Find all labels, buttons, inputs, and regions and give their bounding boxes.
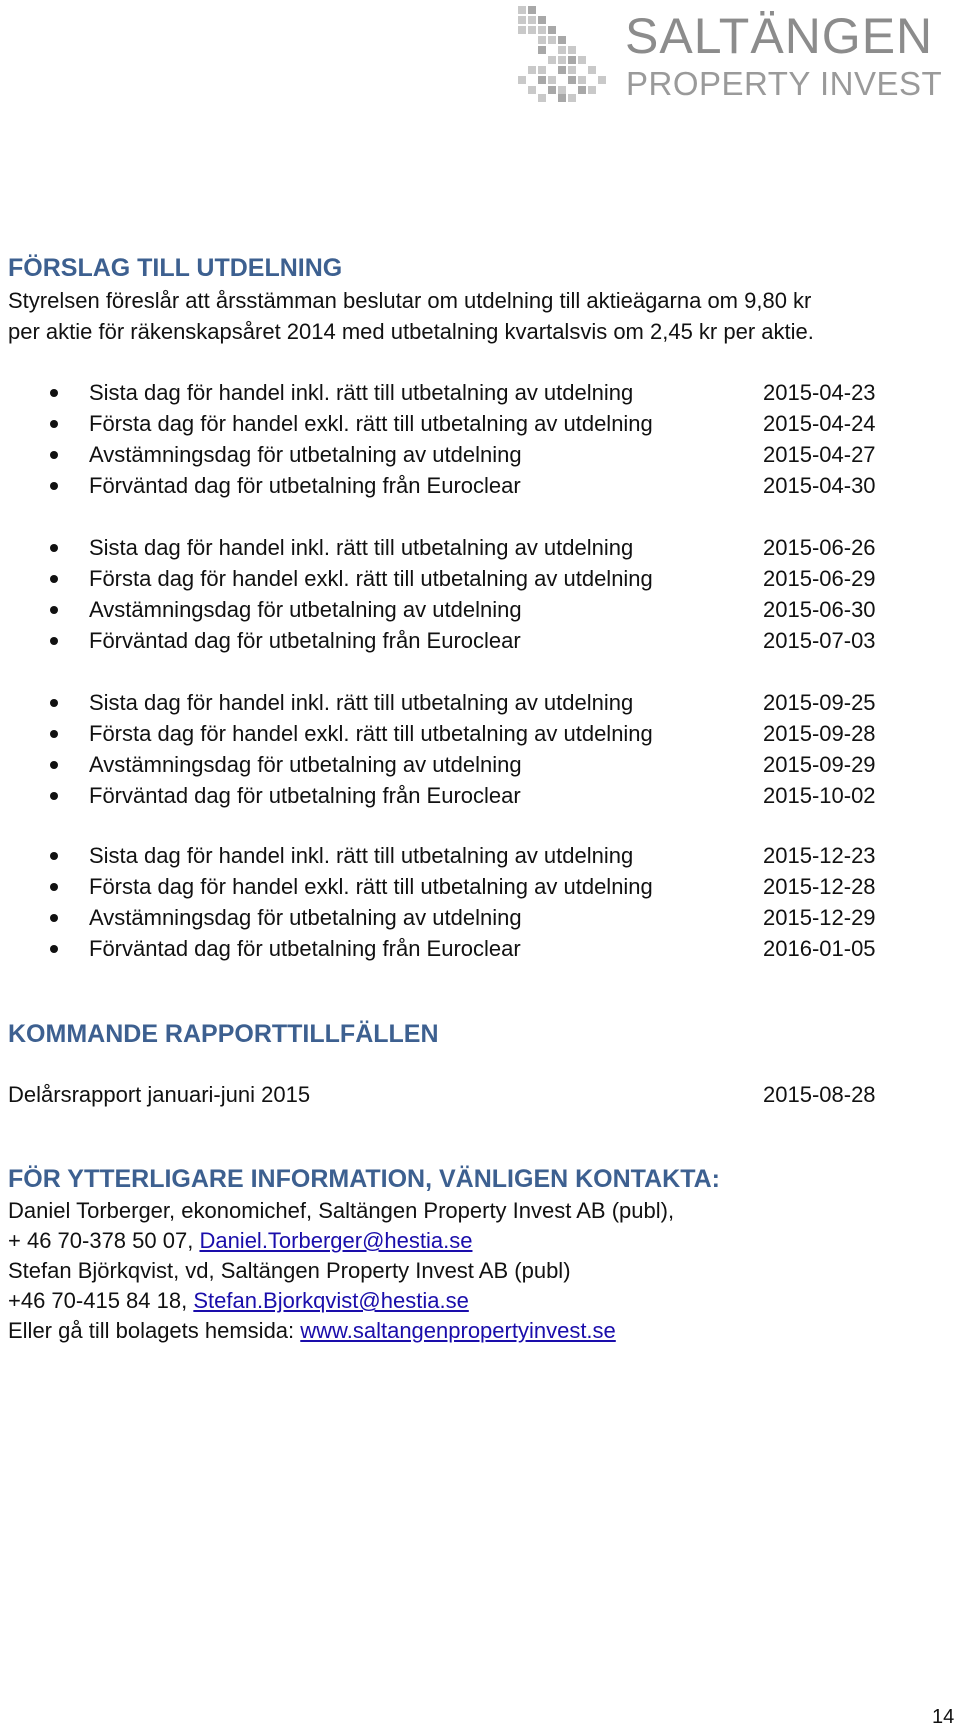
event-label: Sista dag för handel inkl. rätt till utbetalning av utdelning [89, 380, 634, 405]
contact-person1-email-link[interactable]: Daniel.Torberger@hestia.se [199, 1228, 473, 1253]
dividend-schedule-q2 [0, 532, 960, 656]
event-date: 2015-07-03 [763, 628, 876, 653]
contact-person1: Daniel Torberger, ekonomichef, Saltängen Property Invest AB (publ), [8, 1198, 675, 1223]
list-item [0, 687, 960, 718]
contact-person1-details [8, 1226, 674, 1256]
list-item [0, 902, 960, 933]
list-item [0, 780, 960, 811]
event-date: 2016-01-05 [763, 936, 876, 961]
event-date: 2015-04-30 [763, 473, 876, 498]
logo-name: SALTÄNGEN [625, 8, 934, 64]
bullet-icon [50, 544, 58, 552]
bullet-icon [50, 637, 58, 645]
dividend-schedule-q1 [0, 377, 960, 501]
list-item [0, 377, 960, 408]
dividend-intro [8, 285, 814, 347]
list-item [0, 532, 960, 563]
report-date: 2015-08-28 [763, 1082, 876, 1107]
dividend-intro-line1: Styrelsen föreslår att årsstämman beslutar om utdelning till aktieägarna om 9,80 kr [8, 288, 812, 313]
report-label: Delårsrapport januari-juni 2015 [8, 1082, 311, 1107]
event-label: Sista dag för handel inkl. rätt till utbetalning av utdelning [89, 690, 634, 715]
event-date: 2015-09-29 [763, 752, 876, 777]
dividend-schedule-q3 [0, 687, 960, 811]
bullet-icon [50, 792, 58, 800]
event-date: 2015-06-26 [763, 535, 876, 560]
event-date: 2015-12-29 [763, 905, 876, 930]
list-item [0, 871, 960, 902]
website-line [8, 1316, 674, 1346]
event-date: 2015-04-27 [763, 442, 876, 467]
bullet-icon [50, 699, 58, 707]
event-label: Avstämningsdag för utbetalning av utdelning [89, 752, 522, 777]
dividend-intro-line2: per aktie för räkenskapsåret 2014 med utbetalning kvartalsvis om 2,45 kr per aktie. [8, 319, 814, 344]
website-prefix: Eller gå till bolagets hemsida: [8, 1318, 295, 1343]
event-date: 2015-12-23 [763, 843, 876, 868]
event-label: Förväntad dag för utbetalning från Euroclear [89, 783, 521, 808]
list-item [0, 749, 960, 780]
event-label: Första dag för handel exkl. rätt till utbetalning av utdelning [89, 411, 653, 436]
list-item [0, 933, 960, 964]
dividend-schedule-q4 [0, 840, 960, 964]
event-label: Första dag för handel exkl. rätt till utbetalning av utdelning [89, 566, 653, 591]
event-label: Avstämningsdag för utbetalning av utdelning [89, 905, 522, 930]
event-date: 2015-06-29 [763, 566, 876, 591]
bullet-icon [50, 389, 58, 397]
page-number: 14 [932, 1706, 955, 1728]
contact-person2-email-link[interactable]: Stefan.Bjorkqvist@hestia.se [193, 1288, 469, 1313]
event-label: Avstämningsdag för utbetalning av utdelning [89, 597, 522, 622]
list-item [0, 594, 960, 625]
list-item [0, 408, 960, 439]
contact-block [8, 1196, 674, 1346]
event-label: Sista dag för handel inkl. rätt till utbetalning av utdelning [89, 843, 634, 868]
event-date: 2015-10-02 [763, 783, 876, 808]
bullet-icon [50, 606, 58, 614]
bullet-icon [50, 852, 58, 860]
event-label: Förväntad dag för utbetalning från Euroclear [89, 473, 521, 498]
list-item [0, 439, 960, 470]
event-label: Första dag för handel exkl. rätt till utbetalning av utdelning [89, 874, 653, 899]
contact-person2: Stefan Björkqvist, vd, Saltängen Property Invest AB (publ) [8, 1258, 571, 1283]
dividend-heading: FÖRSLAG TILL UTDELNING [8, 254, 343, 282]
event-date: 2015-04-23 [763, 380, 876, 405]
bullet-icon [50, 883, 58, 891]
contact-person2-details [8, 1286, 674, 1316]
contact-heading: FÖR YTTERLIGARE INFORMATION, VÄNLIGEN KONTAKTA: [8, 1165, 720, 1193]
event-label: Sista dag för handel inkl. rätt till utbetalning av utdelning [89, 535, 634, 560]
bullet-icon [50, 914, 58, 922]
stacked-squares-icon [512, 6, 612, 104]
bullet-icon [50, 451, 58, 459]
list-item [0, 718, 960, 749]
reports-heading: KOMMANDE RAPPORTTILLFÄLLEN [8, 1020, 439, 1048]
bullet-icon [50, 575, 58, 583]
event-date: 2015-06-30 [763, 597, 876, 622]
company-logo [512, 6, 952, 104]
bullet-icon [50, 761, 58, 769]
contact-person2-phone: +46 70-415 84 18, [8, 1288, 188, 1313]
event-label: Förväntad dag för utbetalning från Euroclear [89, 936, 521, 961]
list-item [0, 470, 960, 501]
event-label: Första dag för handel exkl. rätt till utbetalning av utdelning [89, 721, 653, 746]
bullet-icon [50, 482, 58, 490]
event-date: 2015-09-28 [763, 721, 876, 746]
list-item [0, 625, 960, 656]
report-row [0, 1079, 960, 1110]
list-item [0, 563, 960, 594]
event-label: Avstämningsdag för utbetalning av utdelning [89, 442, 522, 467]
event-date: 2015-12-28 [763, 874, 876, 899]
website-link[interactable]: www.saltangenpropertyinvest.se [300, 1318, 616, 1343]
bullet-icon [50, 945, 58, 953]
bullet-icon [50, 730, 58, 738]
logo-subtitle: PROPERTY INVEST [626, 65, 943, 102]
event-date: 2015-09-25 [763, 690, 876, 715]
list-item [0, 840, 960, 871]
event-label: Förväntad dag för utbetalning från Euroclear [89, 628, 521, 653]
contact-person1-phone: + 46 70-378 50 07, [8, 1228, 194, 1253]
bullet-icon [50, 420, 58, 428]
event-date: 2015-04-24 [763, 411, 876, 436]
